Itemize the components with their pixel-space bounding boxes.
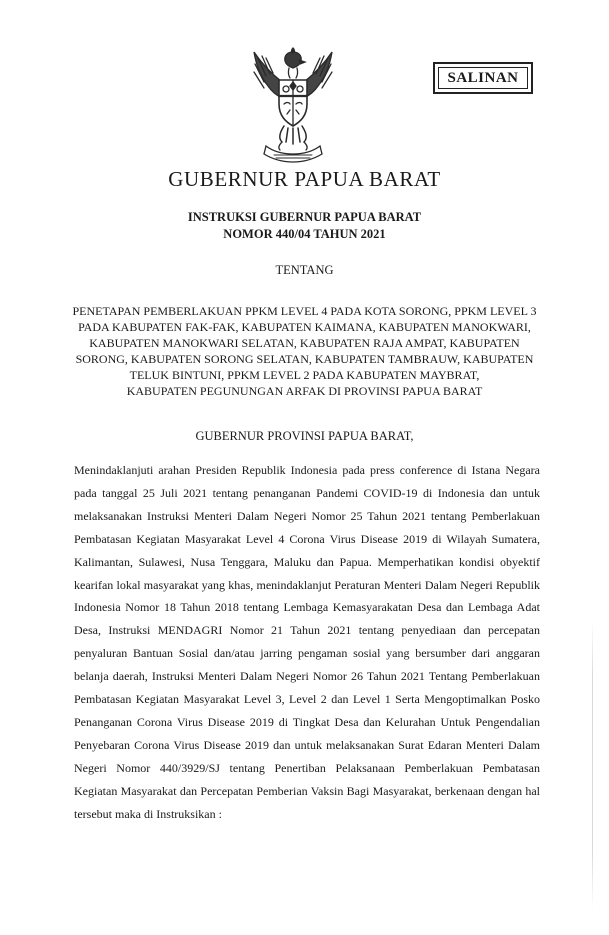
body-line: melaksanakan Instruksi Menteri Dalam Negeri Nomor 25 Tahun 2021 tentang Pemberlakuan (74, 508, 540, 523)
subject-line: SORONG, KABUPATEN SORONG SELATAN, KABUPATEN TAMBRAUW, KABUPATEN (75, 352, 534, 367)
body-line: Indonesia Nomor 18 Tahun 2018 tentang Lembaga Kemasyarakatan Desa dan Lembaga Adat (74, 600, 540, 615)
instruction-number: NOMOR 440/04 TAHUN 2021 (223, 227, 386, 241)
body-line: Kalimantan, Sulawesi, Nusa Tenggara, Maluku dan Papua. Memperhatikan kondisi obyektif (74, 554, 540, 569)
body-line: Menindaklanjuti arahan Presiden Republik Indonesia pada press conference di Istana Negara (74, 463, 540, 477)
stamp-label: SALINAN (447, 69, 519, 86)
body-paragraph (74, 459, 540, 826)
issuer-heading: GUBERNUR PROVINSI PAPUA BARAT, (195, 429, 414, 443)
body-line: penyaluran Bantuan Sosial dan/atau jarring pengaman sosial yang bersumber dari anggaran (74, 646, 540, 661)
body-line: Desa, Instruksi MENDAGRI Nomor 21 Tahun 2021 tentang penyediaan dan percepatan (74, 623, 540, 638)
tentang-heading: TENTANG (275, 263, 334, 277)
body-line: Pembatasan Kegiatan Masyarakat Level 3, Level 2 dan Level 1 Serta Mengoptimalkan Posko (74, 692, 540, 707)
subject-line: KABUPATEN PEGUNUNGAN ARFAK DI PROVINSI PAPUA BARAT (126, 384, 483, 399)
subject-line: TELUK BINTUNI, PPKM LEVEL 2 PADA KABUPATEN MAYBRAT, (129, 368, 480, 383)
salinan-stamp (433, 62, 533, 94)
subject-block (0, 303, 609, 400)
garuda-emblem-icon (244, 46, 342, 168)
body-line: tersebut maka di Instruksikan : (74, 806, 222, 821)
body-line: belanja daerah, Instruksi Menteri Dalam Negeri Nomor 26 Tahun 2021 Tentang Pemberlakuan (74, 669, 540, 684)
body-line: Penanganan Corona Virus Disease 2019 di Tingkat Desa dan Kelurahan Untuk Pengendalian (74, 714, 540, 729)
instruction-title: INSTRUKSI GUBERNUR PAPUA BARAT (187, 210, 422, 224)
governor-title: GUBERNUR PAPUA BARAT (168, 167, 441, 191)
body-line: kearifan lokal masyarakat yang khas, menindaklanjut Peraturan Menteri Dalam Negeri Republik (74, 577, 540, 592)
body-line: pada tanggal 25 Juli 2021 tentang penanganan Pandemi COVID-19 di Indonesia dan untuk (74, 485, 540, 500)
subject-line: PADA KABUPATEN FAK-FAK, KABUPATEN KAIMANA, KABUPATEN MANOKWARI, (78, 320, 531, 335)
scan-edge-shadow (592, 620, 593, 910)
subject-line: KABUPATEN MANOKWARI SELATAN, KABUPATEN RAJA AMPAT, KABUPATEN (89, 336, 520, 351)
body-line: Penyebaran Corona Virus Disease 2019 dan untuk melaksanakan Surat Edaran Menteri Dalam (74, 737, 540, 752)
body-line: Negeri Nomor 440/3929/SJ tentang Penertiban Pelaksanaan Pemberlakuan Pembatasan (74, 760, 540, 775)
body-line: Pembatasan Kegiatan Masyarakat Level 4 Corona Virus Disease 2019 di Wilayah Sumatera, (74, 531, 540, 546)
subject-line: PENETAPAN PEMBERLAKUAN PPKM LEVEL 4 PADA KOTA SORONG, PPKM LEVEL 3 (72, 304, 537, 318)
body-line: Kegiatan Masyarakat dan Percepatan Pemberian Vaksin Bagi Masyarakat, berkenaan dengan hal (74, 783, 540, 798)
